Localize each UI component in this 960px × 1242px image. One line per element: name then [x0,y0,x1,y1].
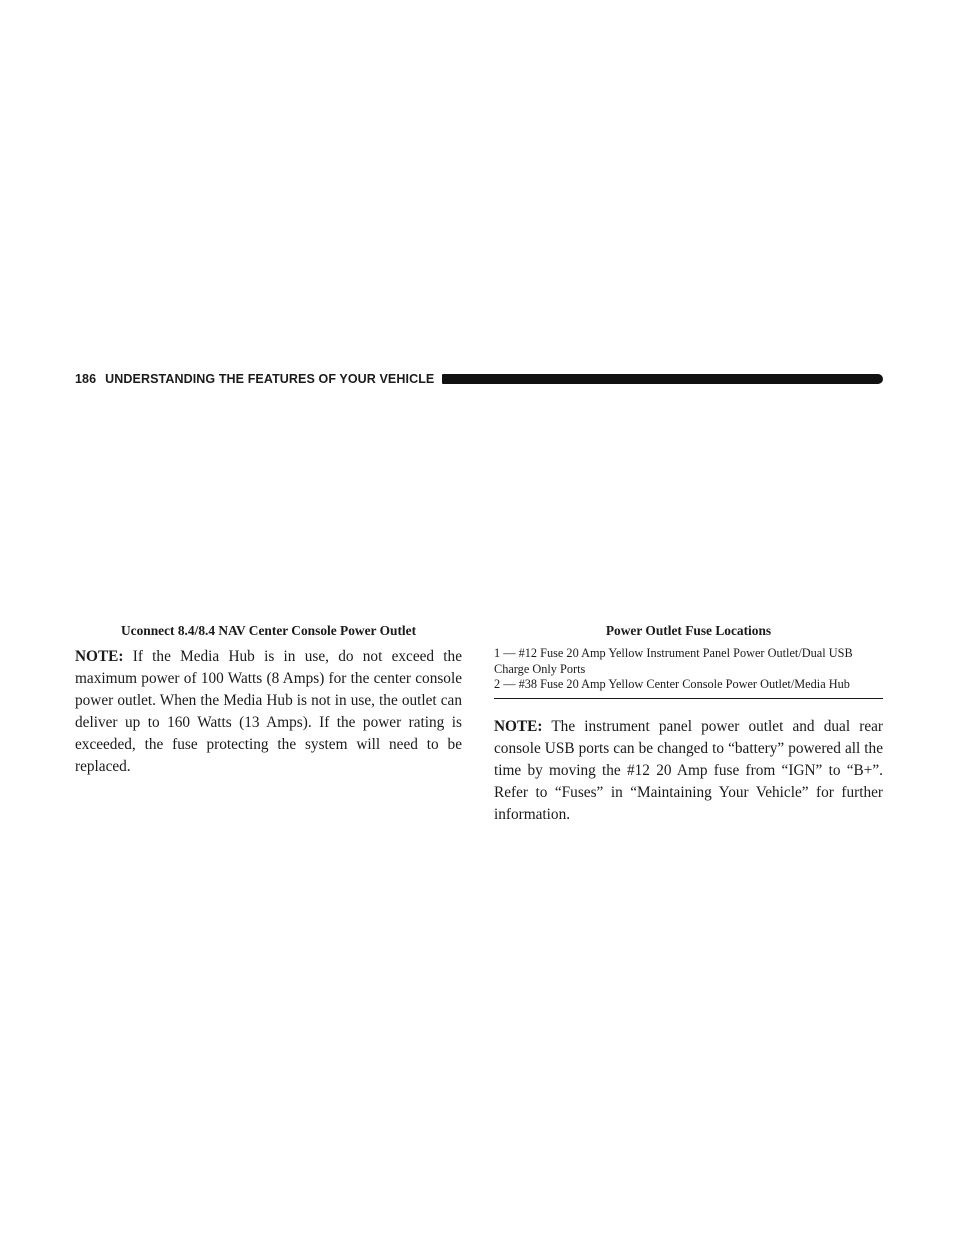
note-label: NOTE: [494,717,543,735]
section-title: UNDERSTANDING THE FEATURES OF YOUR VEHICLE [105,372,435,386]
note-text: The instrument panel power outlet and dual rear console USB ports can be changed to “battery” powered all the time by moving the #12 20 Amp fuse from “IGN” to “B+”. Refer to “Fuses” in “Maintaining Your Vehicle” for further information. [494,717,883,823]
page-header [75,371,883,387]
figure-caption-console-outlet: Uconnect 8.4/8.4 NAV Center Console Power Outlet [120,623,417,638]
legend-item: 2 — #38 Fuse 20 Amp Yellow Center Console Power Outlet/Media Hub [494,677,850,691]
right-column [494,622,883,826]
header-rule-bar [442,374,883,384]
note-text: If the Media Hub is in use, do not exceed the maximum power of 100 Watts (8 Amps) for the center console power outlet. When the Media Hub is not in use, the outlet can deliver up to 160 Watts (13 Amps). If the power rating is exceeded, the fuse protecting the system will need to be replaced. [75,648,462,775]
note-paragraph-fuse-change [494,716,883,826]
note-paragraph-media-hub [75,646,462,778]
figure-caption-fuse-locations: Power Outlet Fuse Locations [605,623,772,638]
note-label: NOTE: [75,648,124,665]
fuse-legend [494,646,883,699]
legend-item: 1 — #12 Fuse 20 Amp Yellow Instrument Panel Power Outlet/Dual USB Charge Only Ports [494,646,853,676]
page-number: 186 [75,372,97,386]
left-column [75,622,462,778]
